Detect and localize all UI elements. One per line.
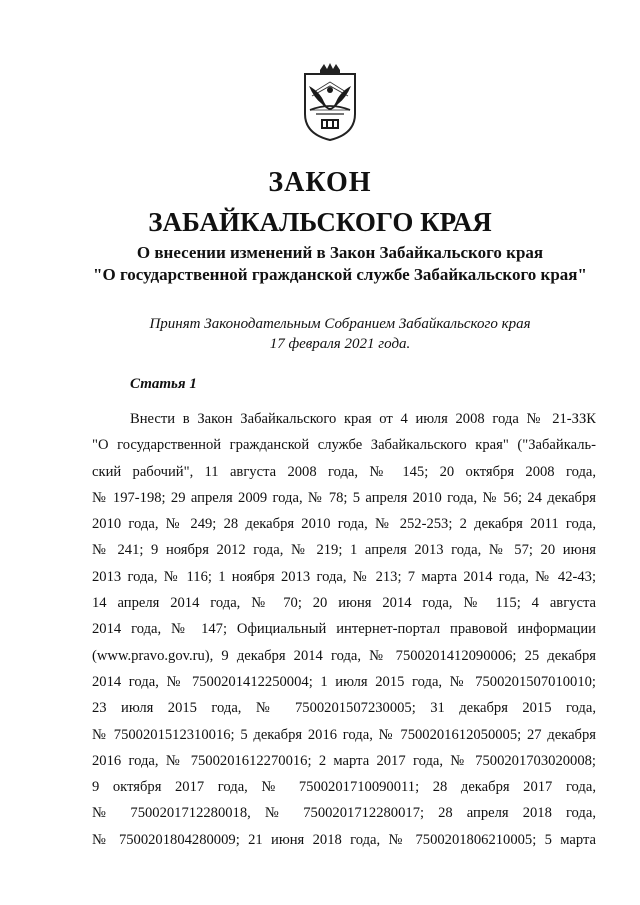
body-line: 2014 года, № 7500201412250004; 1 июля 2015 года, № 7500201507010010;	[92, 673, 596, 690]
body-line: 2013 года, № 116; 1 ноября 2013 года, № 213; 7 марта 2014 года, № 42-43;	[92, 568, 596, 585]
document-subtitle-line-2: "О государственной гражданской службе Забайкальского края"	[93, 265, 587, 284]
body-line: 23 июля 2015 года, № 7500201507230005; 31 декабря 2015 года,	[92, 700, 596, 717]
adoption-date: 17 февраля 2021 года.	[269, 336, 411, 352]
body-line: № 7500201512310016; 5 декабря 2016 года, № 7500201612050005; 27 декабря	[92, 726, 596, 743]
document-title: ЗАКОН	[268, 167, 372, 198]
body-line: № 197-198; 29 апреля 2009 года, № 78; 5 апреля 2010 года, № 56; 24 декабря	[92, 489, 596, 506]
article-heading: Статья 1	[130, 376, 197, 392]
article-body	[92, 406, 596, 853]
body-line: Внести в Закон Забайкальского края от 4 июля 2008 года № 21-ЗЗК	[130, 411, 596, 427]
zabaikalsky-coat-of-arms-icon	[302, 62, 358, 142]
body-line: 2014 года, № 147; Официальный интернет-портал правовой информации	[92, 621, 596, 638]
document-region: ЗАБАЙКАЛЬСКОГО КРАЯ	[148, 207, 492, 237]
body-line: № 7500201804280009; 21 июня 2018 года, № 7500201806210005; 5 марта	[92, 831, 596, 848]
body-line: "О государственной гражданской службе Забайкальского края" ("Забайкаль-	[92, 437, 596, 454]
body-line: № 241; 9 ноября 2012 года, № 219; 1 апреля 2013 года, № 57; 20 июня	[92, 542, 596, 559]
adoption-line-1: Принят Законодательным Собранием Забайкальского края	[149, 316, 531, 332]
document-subtitle-line-1: О внесении изменений в Закон Забайкальского края	[136, 243, 544, 262]
body-line: ский рабочий", 11 августа 2008 года, № 145; 20 октября 2008 года,	[92, 463, 596, 480]
body-line: 14 апреля 2014 года, № 70; 20 июня 2014 года, № 115; 4 августа	[92, 595, 596, 612]
body-line: (www.pravo.gov.ru), 9 декабря 2014 года, № 7500201412090006; 25 декабря	[92, 647, 596, 664]
body-line: 9 октября 2017 года, № 7500201710090011; 28 декабря 2017 года,	[92, 779, 596, 796]
body-line: № 7500201712280018, № 7500201712280017; 28 апреля 2018 года,	[92, 805, 596, 822]
body-line: 2016 года, № 7500201612270016; 2 марта 2017 года, № 7500201703020008;	[92, 752, 596, 769]
body-line: 2010 года, № 249; 28 декабря 2010 года, № 252-253; 2 декабря 2011 года,	[92, 516, 596, 533]
